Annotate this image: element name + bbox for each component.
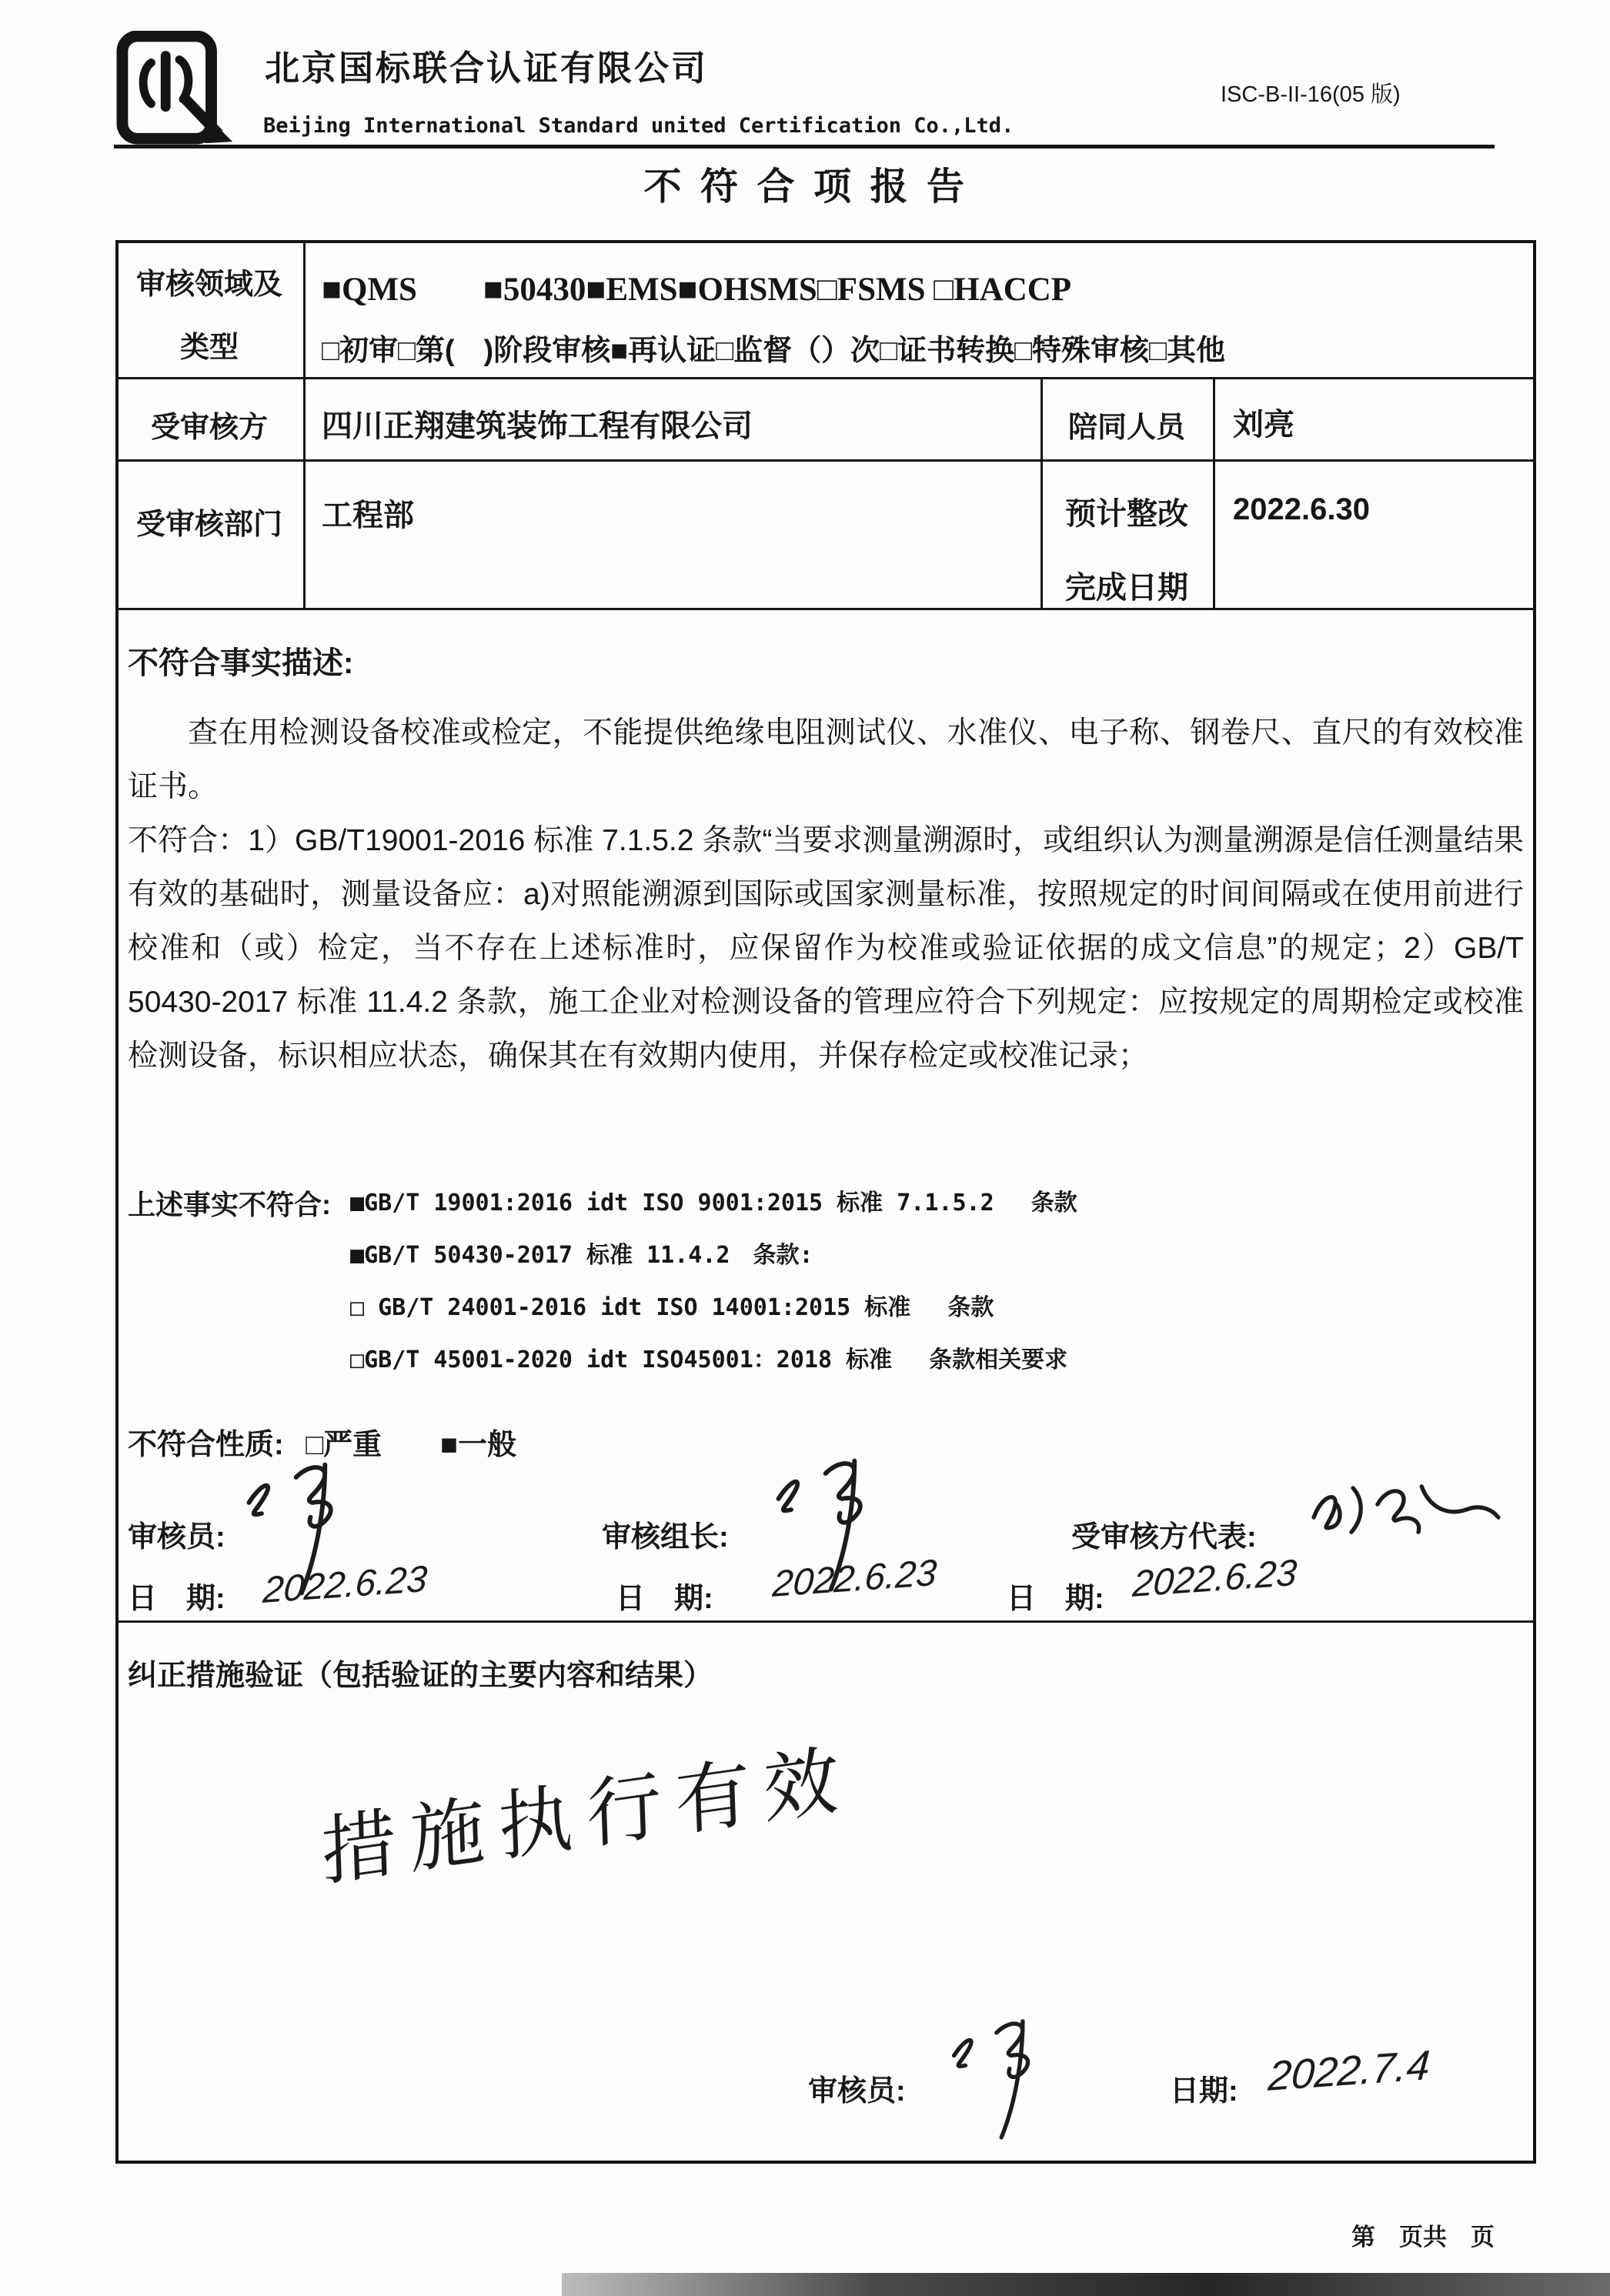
nonconformity-description [128,706,1524,1083]
escort-value: 刘亮 [1233,408,1294,442]
audit-systems-checkboxes: ■QMS ■50430■EMS■OHSMS□FSMS □HACCP [322,272,1072,308]
page-number-text: 第 页共 页 [1351,2224,1495,2251]
clauses-label: 上述事实不符合: [128,1189,331,1220]
audit-type-checkboxes: □初审□第( )阶段审核■再认证□监督（）次□证书转换□特殊审核□其他 [322,335,1225,367]
clause-text-3: GB/T 24001-2016 idt ISO 14001:2015 标准 条款 [364,1294,994,1321]
clause-text-1: GB/T 19001:2016 idt ISO 9001:2015 标准 7.1.5.2 条款 [364,1190,1077,1216]
severity-label: 不符合性质: [128,1429,284,1461]
nonconformity-paragraph-1: 查在用检测设备校准或检定，不能提供绝缘电阻测试仪、水准仪、电子称、钢卷尺、直尺的有效校准证书。 [128,716,1524,803]
col-divider-label [303,240,306,610]
deadline-label-line1: 预计整改 [1065,497,1188,531]
leader-date-value: 2022.6.23 [771,1552,938,1605]
severity-checkboxes: □严重 ■一般 [306,1429,517,1461]
verification-auditor-label: 审核员: [808,2075,906,2107]
clause-text-2: GB/T 50430-2017 标准 11.4.2 条款: [364,1242,813,1269]
representative-date-label: 日 期: [1007,1583,1104,1615]
row-divider-3 [115,608,1536,610]
deadline-label-line2: 完成日期 [1065,571,1188,605]
clause-checkbox-1: ■ [350,1190,365,1216]
clause-checkbox-4: □ [350,1347,365,1373]
escort-label: 陪同人员 [1067,412,1185,444]
page-title: 不符合项报告 [643,165,984,208]
col-divider-escort-value [1213,377,1215,610]
row-divider-4 [115,1620,1536,1623]
leader-date-label: 日 期: [616,1583,713,1615]
verification-heading: 纠正措施验证（包括验证的主要内容和结果） [128,1660,713,1692]
department-value: 工程部 [322,499,414,532]
department-label: 受审核部门 [135,509,282,541]
company-name-en: Beijing International Standard united Certification Co.,Ltd. [263,114,1014,138]
company-name-cn: 北京国标联合认证有限公司 [265,48,709,88]
header-divider [114,145,1495,149]
verification-handwritten-note: 措施执行有效 [319,1735,853,1895]
team-leader-label: 审核组长: [602,1521,729,1553]
representative-label: 受审核方代表: [1071,1521,1257,1553]
clause-item-4 [350,1340,1067,1374]
row-divider-2 [115,459,1536,462]
deadline-value: 2022.6.30 [1233,492,1370,526]
audit-scope-label-line2: 类型 [179,332,239,364]
form-code: ISC-B-II-16(05 版) [1221,82,1401,107]
verification-date-label: 日期: [1170,2075,1238,2107]
representative-date-value: 2022.6.23 [1131,1552,1298,1605]
scan-edge-artifact [562,2273,1610,2296]
clause-checkbox-2: ■ [350,1242,365,1269]
clause-item-3 [350,1288,994,1322]
clause-item-2 [350,1236,813,1270]
verification-date-value: 2022.7.4 [1267,2041,1431,2100]
auditee-label: 受审核方 [150,412,268,444]
verification-auditor-signature [933,1997,1064,2151]
representative-signature [1299,1458,1511,1573]
audit-scope-label-line1: 审核领域及 [135,269,282,301]
auditor-date-label: 日 期: [128,1583,225,1615]
auditor-date-value: 2022.6.23 [262,1558,429,1611]
clause-item-1 [350,1183,1077,1217]
clause-text-4: GB/T 45001-2020 idt ISO45001：2018 标准 条款相关要求 [364,1347,1068,1373]
row-divider-1 [115,377,1536,379]
clause-checkbox-3: □ [350,1294,365,1321]
company-logo [112,31,248,152]
auditor-label: 审核员: [128,1521,225,1553]
nonconformity-paragraph-2: 不符合：1）GB/T19001-2016 标准 7.1.5.2 条款“当要求测量溯源时，或组织认为测量溯源是信任测量结果有效的基础时，测量设备应：a)对照能溯源到国际或国家测量标准，按照规定的时间间隔或在使用前进行校准和（或）检定，当不存在上述标准时，应保留作为校准或验证依据的成文信息”的规定；2）GB/T 50430-2017 标准 11.4.2 条款，施工企业对检测设备的管理应符合下列规定：应按规定的周期检定或校准检测设备，标识相应状态，确保其在有效期内使用，并保存检定或校准记录； [128,824,1524,1073]
nonconformity-heading: 不符合事实描述: [128,646,354,680]
auditee-value: 四川正翔建筑装饰工程有限公司 [322,409,753,443]
